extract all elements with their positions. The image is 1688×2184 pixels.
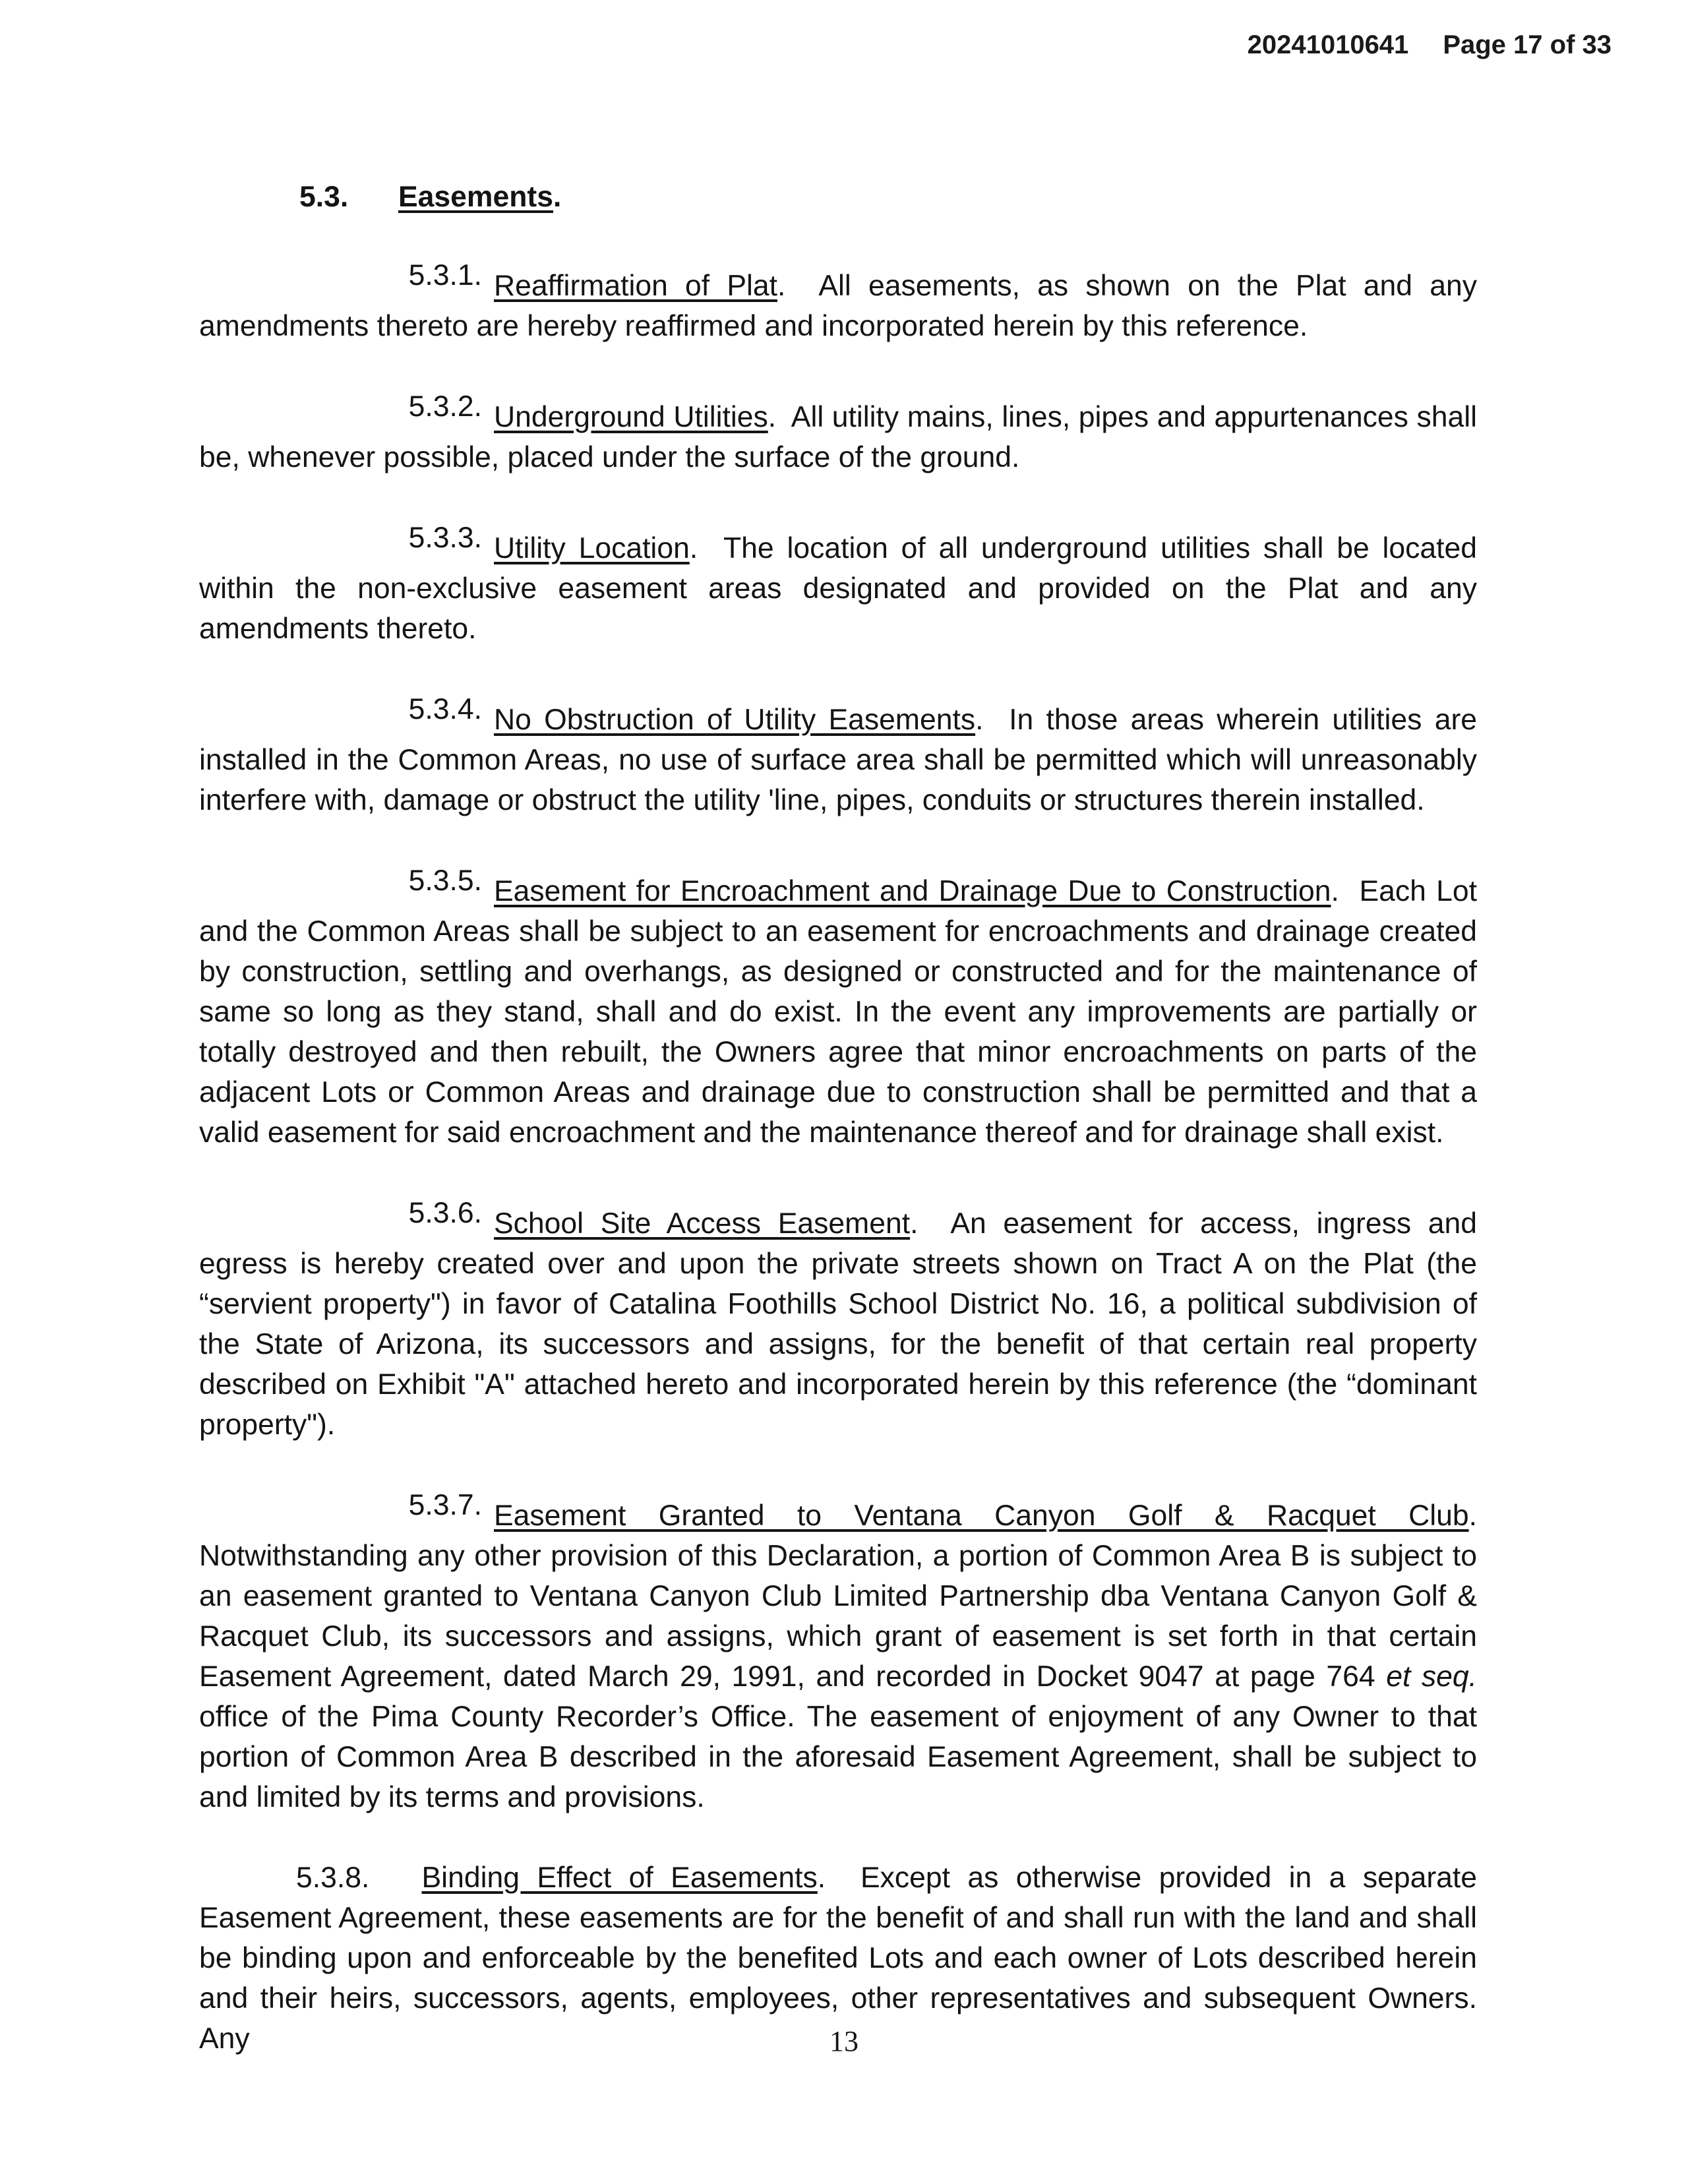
paragraph-text: Notwithstanding any other provision of this Declaration, a portion of Common Area B is subject to an easement granted to Ventana Canyon Club Limited Partnership dba Ventana Canyon Golf & Racquet Club, its successors and assigns, which grant of easement is set forth in that certain Easement Agreement, dated March 29, 1991, and recorded in Docket 9047 at page 764 [199, 1540, 1477, 1693]
paragraph-text: The location of all underground utilities shall be located within the non-exclusive easement areas designated and provided on the Plat and any amendments thereto. [199, 532, 1478, 645]
paragraph-5-3-1: 5.3.1. Reaffirmation of Plat. All easements, as shown on the Plat and any amendments thereto are hereby reaffirmed and incorporated herein by this reference. [199, 255, 1477, 346]
paragraph-text: In those areas wherein utilities are installed in the Common Areas, no use of surface area shall be permitted which will unreasonably interfere with, damage or obstruct the utility 'line, pipes, conduits or structures therein installed. [199, 704, 1478, 816]
paragraph-heading: Binding Effect of Easements [421, 1862, 818, 1894]
paragraph-number: 5.3.1. [408, 259, 482, 291]
paragraph-5-3-7: 5.3.7. Easement Granted to Ventana Canyon Golf & Racquet Club. Notwithstanding any other provision of this Declaration, a portion of Common Area B is subject to an easement granted to Ventana Canyon Club Limited Partnership dba Ventana Canyon Golf & Racquet Club, its successors and assigns, which grant of easement is set forth in that certain Easement Agreement, dated March 29, 1991, and recorded in Docket 9047 at page 764 et seq. office of the Pima County Recorder’s Office. The easement of enjoyment of any Owner to that portion of Common Area B described in the aforesaid Easement Agreement, shall be subject to and limited by its terms and provisions. [199, 1485, 1477, 1817]
paragraph-heading: Underground Utilities [494, 401, 768, 433]
paragraph-text: Each Lot and the Common Areas shall be subject to an easement for encroachments and drainage created by construction, settling and overhangs, as designed or constructed and for the maintenance of same so long as they stand, shall and do exist. In the event any improvements are partially or totally destroyed and then rebuilt, the Owners agree that minor encroachments on parts of the adjacent Lots or Common Areas and drainage due to construction shall be permitted and that a valid easement for said encroachment and the maintenance thereof and for drainage shall exist. [199, 875, 1478, 1149]
paragraph-number: 5.3.5. [408, 864, 482, 897]
italic-term: et seq. [1386, 1660, 1477, 1693]
paragraph-heading: No Obstruction of Utility Easements [494, 704, 976, 736]
paragraph-5-3-4: 5.3.4. No Obstruction of Utility Easements. In those areas wherein utilities are installed in the Common Areas, no use of surface area shall be permitted which will unreasonably interfere with, damage or obstruct the utility 'line, pipes, conduits or structures therein installed. [199, 689, 1477, 820]
paragraph-heading: Reaffirmation of Plat [494, 270, 778, 302]
document-body [199, 177, 1477, 2059]
paragraph-number: 5.3.4. [408, 693, 482, 725]
paragraph-heading: School Site Access Easement [494, 1207, 911, 1240]
paragraph-text-continued: office of the Pima County Recorder’s Office. The easement of enjoyment of any Owner to that portion of Common Area B described in the aforesaid Easement Agreement, shall be subject to and limited by its terms and provisions. [199, 1701, 1477, 1813]
section-number: 5.3. [299, 181, 349, 213]
paragraph-5-3-3: 5.3.3. Utility Location. The location of all underground utilities shall be located within the non-exclusive easement areas designated and provided on the Plat and any amendments thereto. [199, 518, 1477, 649]
section-heading: 5.3. Easements. [199, 177, 1477, 217]
paragraph-number: 5.3.3. [408, 522, 482, 554]
paragraph-text: An easement for access, ingress and egress is hereby created over and upon the private streets shown on Tract A on the Plat (the “servient property") in favor of Catalina Foothills School District No. 16, a political subdivision of the State of Arizona, its successors and assigns, for the benefit of that certain real property described on Exhibit "A" attached hereto and incorporated herein by this reference (the “dominant property"). [199, 1207, 1477, 1441]
paragraph-number: 5.3.2. [408, 390, 482, 423]
page-indicator: Page 17 of 33 [1443, 30, 1612, 59]
page-number: 13 [829, 2025, 859, 2057]
section-title: Easements [398, 181, 553, 213]
paragraph-5-3-6: 5.3.6. School Site Access Easement. An easement for access, ingress and egress is hereby created over and upon the private streets shown on Tract A on the Plat (the “servient property") in favor of Catalina Foothills School District No. 16, a political subdivision of the State of Arizona, its successors and assigns, for the benefit of that certain real property described on Exhibit "A" attached hereto and incorporated herein by this reference (the “dominant property"). [199, 1193, 1477, 1445]
paragraph-heading: Easement for Encroachment and Drainage Due to Construction [494, 875, 1331, 907]
paragraph-5-3-5: 5.3.5. Easement for Encroachment and Drainage Due to Construction. Each Lot and the Common Areas shall be subject to an easement for encroachments and drainage created by construction, settling and overhangs, as designed or constructed and for the maintenance of same so long as they stand, shall and do exist. In the event any improvements are partially or totally destroyed and then rebuilt, the Owners agree that minor encroachments on parts of the adjacent Lots or Common Areas and drainage due to construction shall be permitted and that a valid easement for said encroachment and the maintenance thereof and for drainage shall exist. [199, 861, 1477, 1153]
recording-header [1248, 30, 1612, 60]
paragraph-text: All utility mains, lines, pipes and appurtenances shall be, whenever possible, placed under the surface of the ground. [199, 401, 1478, 473]
paragraph-number: 5.3.6. [408, 1197, 482, 1229]
paragraph-number: 5.3.7. [408, 1489, 482, 1521]
paragraph-text: All easements, as shown on the Plat and any amendments thereto are hereby reaffirmed and incorporated herein by this reference. [199, 270, 1477, 342]
paragraph-text: Except as otherwise provided in a separate Easement Agreement, these easements are for the benefit of and shall run with the land and shall be binding upon and enforceable by the benefited Lots and each owner of Lots described herein and their heirs, successors, agents, employees, other representatives and subsequent Owners. Any [199, 1862, 1477, 2055]
document-number: 20241010641 [1247, 30, 1409, 59]
paragraph-5-3-2: 5.3.2. Underground Utilities. All utility mains, lines, pipes and appurtenances shall be, whenever possible, placed under the surface of the ground. [199, 386, 1477, 477]
paragraph-number: 5.3.8. [296, 1862, 370, 1894]
paragraph-heading: Utility Location [494, 532, 690, 564]
paragraph-heading: Easement Granted to Ventana Canyon Golf & Racquet Club [494, 1500, 1469, 1532]
paragraph-5-3-8: 5.3.8. Binding Effect of Easements. Except as otherwise provided in a separate Easement Agreement, these easements are for the benefit of and shall run with the land and shall be binding upon and enforceable by the benefited Lots and each owner of Lots described herein and their heirs, successors, agents, employees, other representatives and subsequent Owners. Any [199, 1862, 1477, 2055]
